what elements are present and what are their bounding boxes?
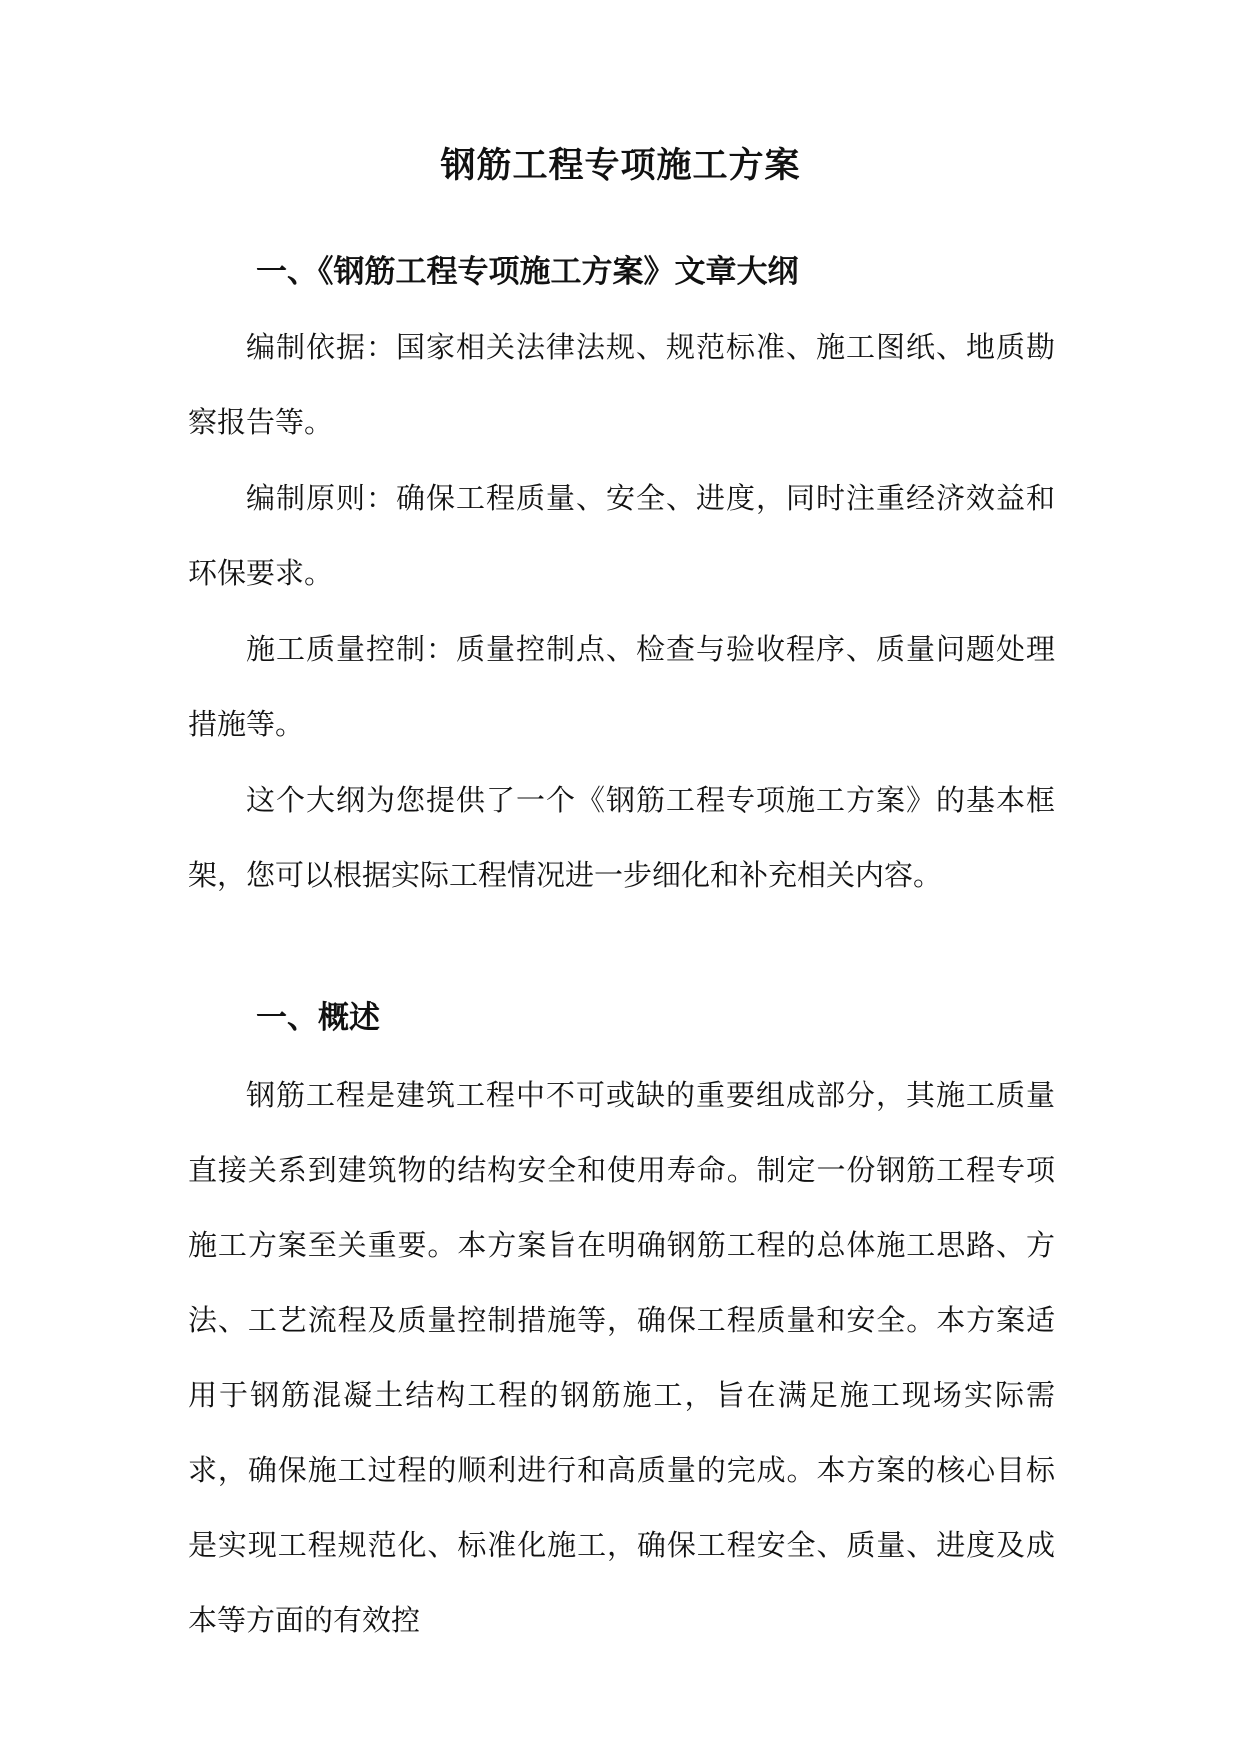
outline-section-heading: 一、《钢筋工程专项施工方案》文章大纲 — [256, 254, 799, 290]
outline-paragraph-summary: 这个大纲为您提供了一个《钢筋工程专项施工方案》的基本框架，您可以根据实际工程情况进一步细化和补充相关内容。 — [188, 783, 1055, 892]
outline-paragraph-basis: 编制依据：国家相关法律法规、规范标准、施工图纸、地质勘察报告等。 — [188, 330, 1055, 439]
outline-paragraph-principles: 编制原则：确保工程质量、安全、进度，同时注重经济效益和环保要求。 — [188, 481, 1055, 590]
document-title: 钢筋工程专项施工方案 — [440, 145, 801, 186]
overview-paragraph: 钢筋工程是建筑工程中不可或缺的重要组成部分，其施工质量直接关系到建筑物的结构安全和使用寿命。制定一份钢筋工程专项施工方案至关重要。本方案旨在明确钢筋工程的总体施工思路、方法、工艺流程及质量控制措施等，确保工程质量和安全。本方案适用于钢筋混凝土结构工程的钢筋施工，旨在满足施工现场实际需求，确保施工过程的顺利进行和高质量的完成。本方案的核心目标是实现工程规范化、标准化施工，确保工程安全、质量、进度及成本等方面的有效控 — [188, 1078, 1055, 1637]
overview-section-heading: 一、概述 — [256, 1000, 380, 1036]
outline-paragraph-quality-control: 施工质量控制：质量控制点、检查与验收程序、质量问题处理措施等。 — [188, 632, 1055, 741]
